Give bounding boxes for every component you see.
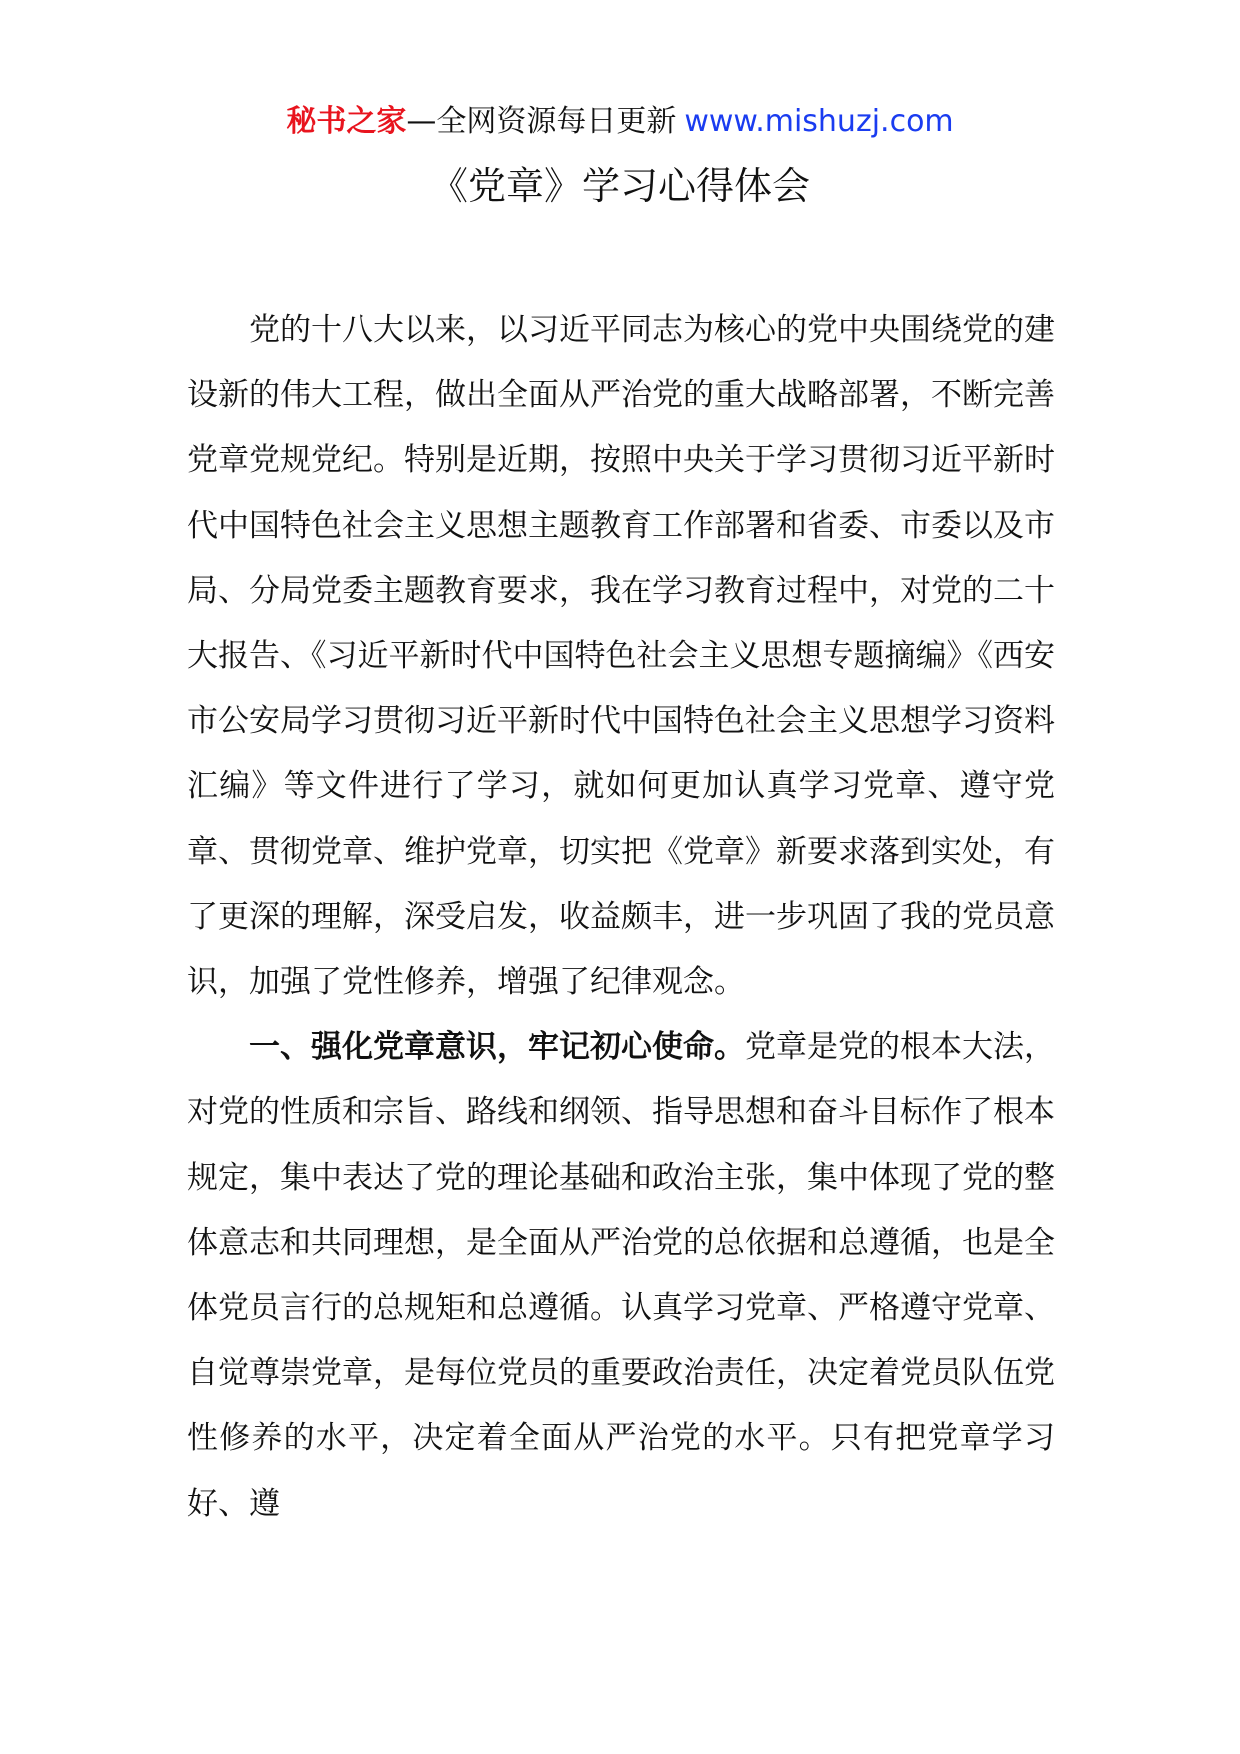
section-heading: 一、强化党章意识，牢记初心使命。 — [249, 1029, 745, 1066]
document-title: 《党章》学习心得体会 — [429, 164, 810, 208]
document-body — [187, 298, 1055, 1537]
site-link[interactable]: www.mishuzj.com — [684, 104, 954, 139]
banner-slogan: —全网资源每日更新 — [406, 104, 677, 139]
section-body: 党章是党的根本大法，对党的性质和宗旨、路线和纲领、指导思想和奋斗目标作了根本规定，集中表达了党的理论基础和政治主张，集中体现了党的整体意志和共同理想，是全面从严治党的总依据和总遵循，也是全体党员言行的总规矩和总遵循。认真学习党章、严格遵守党章、自觉尊崇党章，是每位党员的重要政治责任，决定着党员队伍党性修养的水平，决定着全面从严治党的水平。只有把党章学习好、遵 — [187, 1029, 1055, 1522]
paragraph-intro: 党的十八大以来，以习近平同志为核心的党中央围绕党的建设新的伟大工程，做出全面从严治党的重大战略部署，不断完善党章党规党纪。特别是近期，按照中央关于学习贯彻习近平新时代中国特色社会主义思想主题教育工作部署和省委、市委以及市局、分局党委主题教育要求，我在学习教育过程中，对党的二十大报告、《习近平新时代中国特色社会主义思想专题摘编》《西安市公安局学习贯彻习近平新时代中国特色社会主义思想学习资料汇编》等文件进行了学习，就如何更加认真学习党章、遵守党章、贯彻党章、维护党章，切实把《党章》新要求落到实处，有了更深的理解，深受启发，收益颇丰，进一步巩固了我的党员意识，加强了党性修养，增强了纪律观念。 — [187, 312, 1055, 1001]
brand-name: 秘书之家 — [286, 104, 407, 139]
paragraph-section-1 — [187, 1015, 1055, 1537]
site-banner — [0, 100, 1240, 144]
